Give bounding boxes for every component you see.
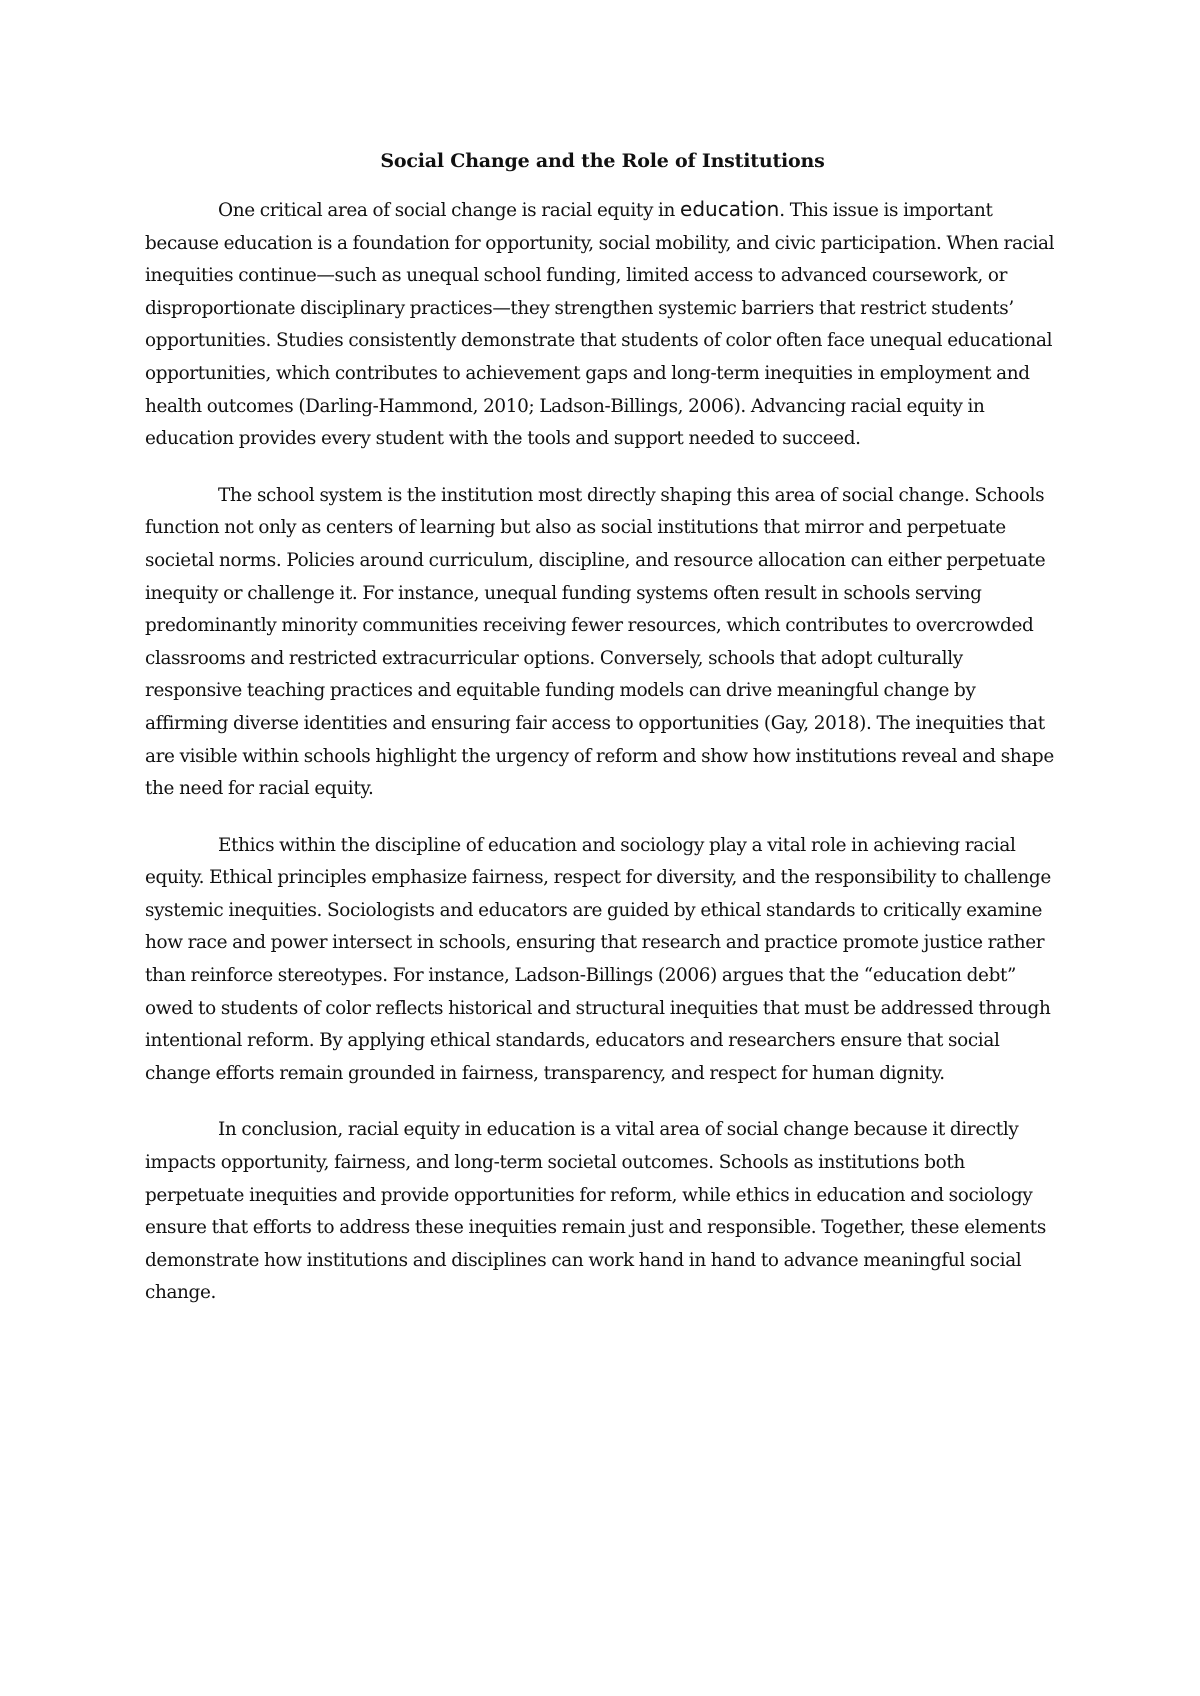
- paragraph-1-text-end: . This issue is important because education is a foundation for opportunity, social mobility, and civic participation. When racial inequities continue—such as unequal school funding, limited access to advanced coursework, or disproportionate disciplinary practices—they strengthen systemic barriers that restrict students’ opportunities. Studies consistently demonstrate that students of color often face unequal educational opportunities, which contributes to achievement gaps and long-term inequities in employment and health outcomes (Darling-Hammond, 2010; Ladson-Billings, 2006). Advancing racial equity in education provides every student with the tools and support needed to succeed.: [145, 200, 1055, 450]
- paragraph-1-highlight-word: education: [680, 197, 780, 221]
- paragraph-1: [145, 193, 1060, 456]
- document-body: [145, 146, 1060, 1334]
- paragraph-4: In conclusion, racial equity in education is a vital area of social change because it directly impacts opportunity, fairness, and long-term societal outcomes. Schools as institutions both perpetuate inequities and provide opportunities for reform, while ethics in education and sociology ensure that efforts to address these inequities remain just and responsible. Together, these elements demonstrate how institutions and disciplines can work hand in hand to advance meaningful social change.: [145, 1119, 1046, 1304]
- paragraph-3: Ethics within the discipline of education and sociology play a vital role in achieving racial equity. Ethical principles emphasize fairness, respect for diversity, and the responsibility to challenge systemic inequities. Sociologists and educators are guided by ethical standards to critically examine how race and power intersect in schools, ensuring that research and practice promote justice rather than reinforce stereotypes. For instance, Ladson-Billings (2006) argues that the “education debt” owed to students of color reflects historical and structural inequities that must be addressed through intentional reform. By applying ethical standards, educators and researchers ensure that social change efforts remain grounded in fairness, transparency, and respect for human dignity.: [145, 834, 1051, 1084]
- paragraph-1-text-start: One critical area of social change is racial equity in: [218, 200, 681, 221]
- document-title: Social Change and the Role of Institutions: [380, 150, 825, 172]
- paragraph-2: The school system is the institution most directly shaping this area of social change. Schools function not only as centers of learning but also as social institutions that mirror and perpetuate societal norms. Policies around curriculum, discipline, and resource allocation can either perpetuate inequity or challenge it. For instance, unequal funding systems often result in schools serving predominantly minority communities receiving fewer resources, which contributes to overcrowded classrooms and restricted extracurricular options. Conversely, schools that adopt culturally responsive teaching practices and equitable funding models can drive meaningful change by affirming diverse identities and ensuring fair access to opportunities (Gay, 2018). The inequities that are visible within schools highlight the urgency of reform and show how institutions reveal and shape the need for racial equity.: [145, 484, 1054, 800]
